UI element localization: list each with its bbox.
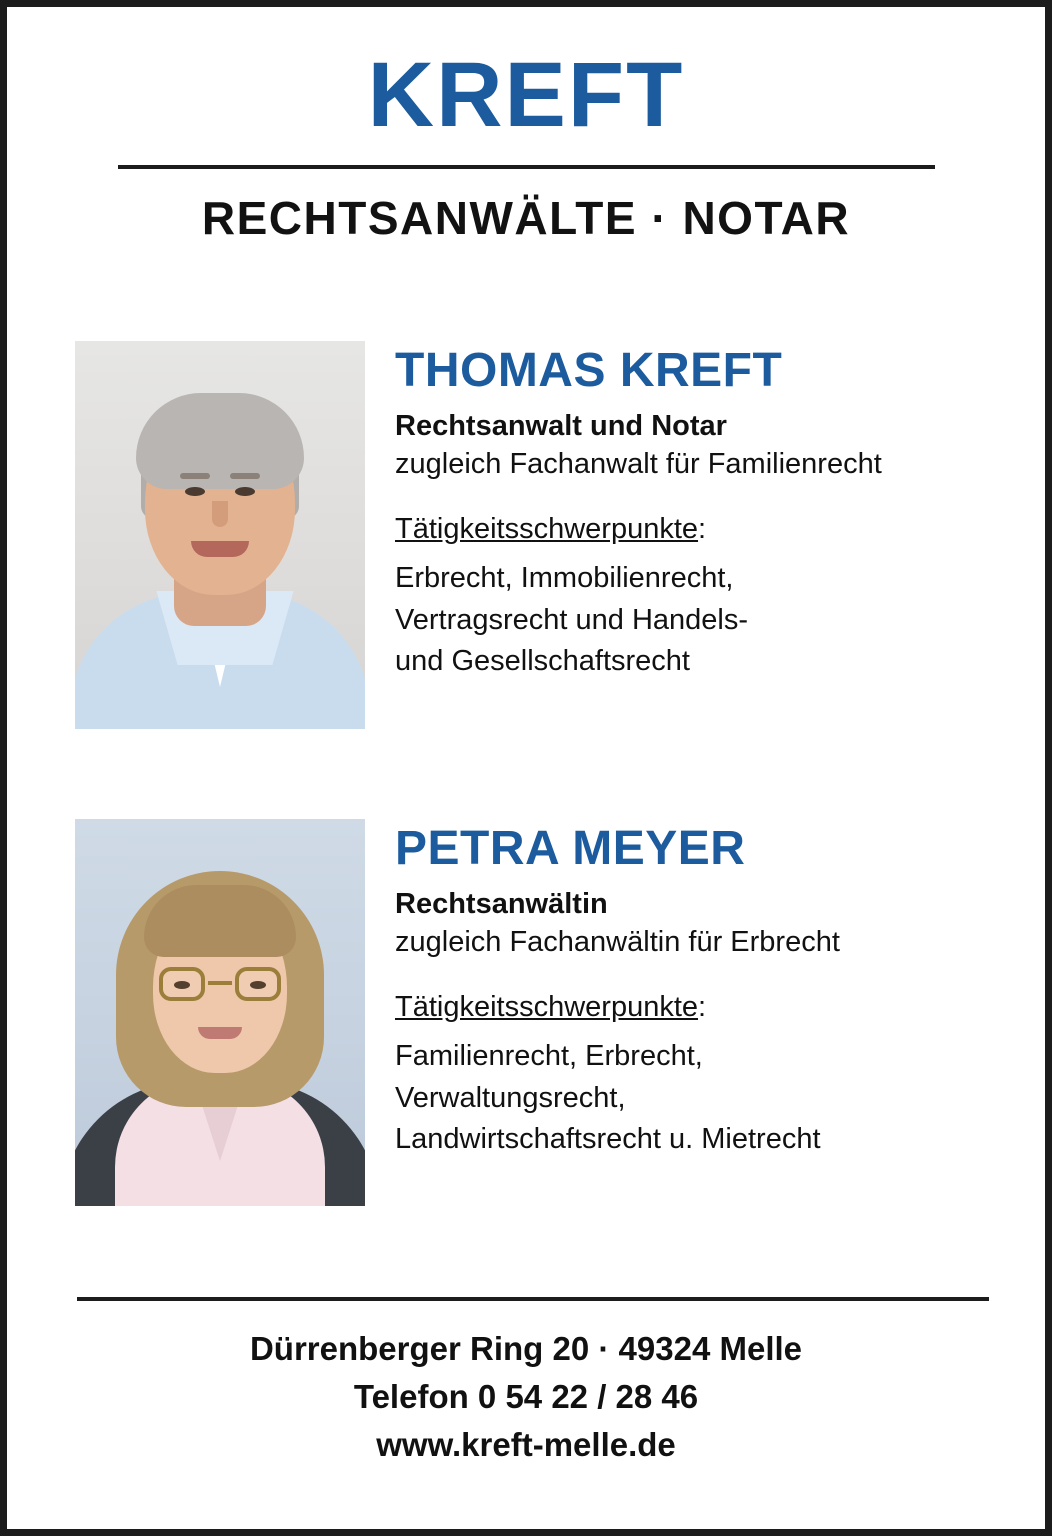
focus-list <box>395 558 977 682</box>
person-name: THOMAS KREFT <box>395 344 783 397</box>
fringe-shape <box>144 885 296 957</box>
person-name: PETRA MEYER <box>395 822 746 875</box>
focus-line: Vertragsrecht und Handels- <box>395 603 749 636</box>
footer-divider <box>77 1297 989 1301</box>
focus-label-text: Tätigkeitsschwerpunkte <box>395 991 699 1024</box>
focus-label-colon: : <box>698 991 707 1024</box>
eyebrow-left-shape <box>180 473 210 479</box>
firm-subtitle: RECHTSANWÄLTE · NOTAR <box>201 192 851 244</box>
portrait-petra-meyer <box>75 819 365 1206</box>
focus-line: Landwirtschaftsrecht u. Mietrecht <box>395 1122 821 1155</box>
person-role-secondary: zugleich Fachanwalt für Familienrecht <box>395 447 882 480</box>
focus-label <box>395 991 977 1024</box>
focus-line: Familienrecht, Erbrecht, <box>395 1040 703 1073</box>
header-divider <box>118 165 935 169</box>
contact-footer <box>7 1325 1045 1469</box>
eye-right-shape <box>235 487 255 496</box>
website-link[interactable]: www.kreft-melle.de <box>376 1425 676 1463</box>
person-block-thomas-kreft <box>75 341 977 729</box>
nose-shape <box>212 501 228 527</box>
person-details <box>365 819 977 1160</box>
person-role-primary: Rechtsanwältin <box>395 887 608 920</box>
eye-left-shape <box>174 981 190 989</box>
eye-left-shape <box>185 487 205 496</box>
eyebrow-right-shape <box>230 473 260 479</box>
hair-shape <box>136 393 304 489</box>
focus-label-colon: : <box>698 513 707 546</box>
portrait-thomas-kreft <box>75 341 365 729</box>
firm-name: KREFT <box>367 44 685 146</box>
glasses-bridge <box>208 981 232 985</box>
mouth-shape <box>191 541 249 557</box>
phone-line: Telefon 0 54 22 / 28 46 <box>353 1377 699 1415</box>
focus-line: Erbrecht, Immobilienrecht, <box>395 562 734 595</box>
person-block-petra-meyer <box>75 819 977 1206</box>
mouth-shape <box>198 1027 242 1039</box>
person-role-secondary: zugleich Fachanwältin für Erbrecht <box>395 925 840 958</box>
person-details <box>365 341 977 682</box>
focus-line: und Gesellschaftsrecht <box>395 644 690 677</box>
focus-label-text: Tätigkeitsschwerpunkte <box>395 513 699 546</box>
focus-line: Verwaltungsrecht, <box>395 1081 626 1114</box>
focus-label <box>395 513 977 546</box>
focus-list <box>395 1036 977 1160</box>
person-role-primary: Rechtsanwalt und Notar <box>395 409 727 442</box>
eye-right-shape <box>250 981 266 989</box>
address-line: Dürrenberger Ring 20 · 49324 Melle <box>249 1330 803 1367</box>
